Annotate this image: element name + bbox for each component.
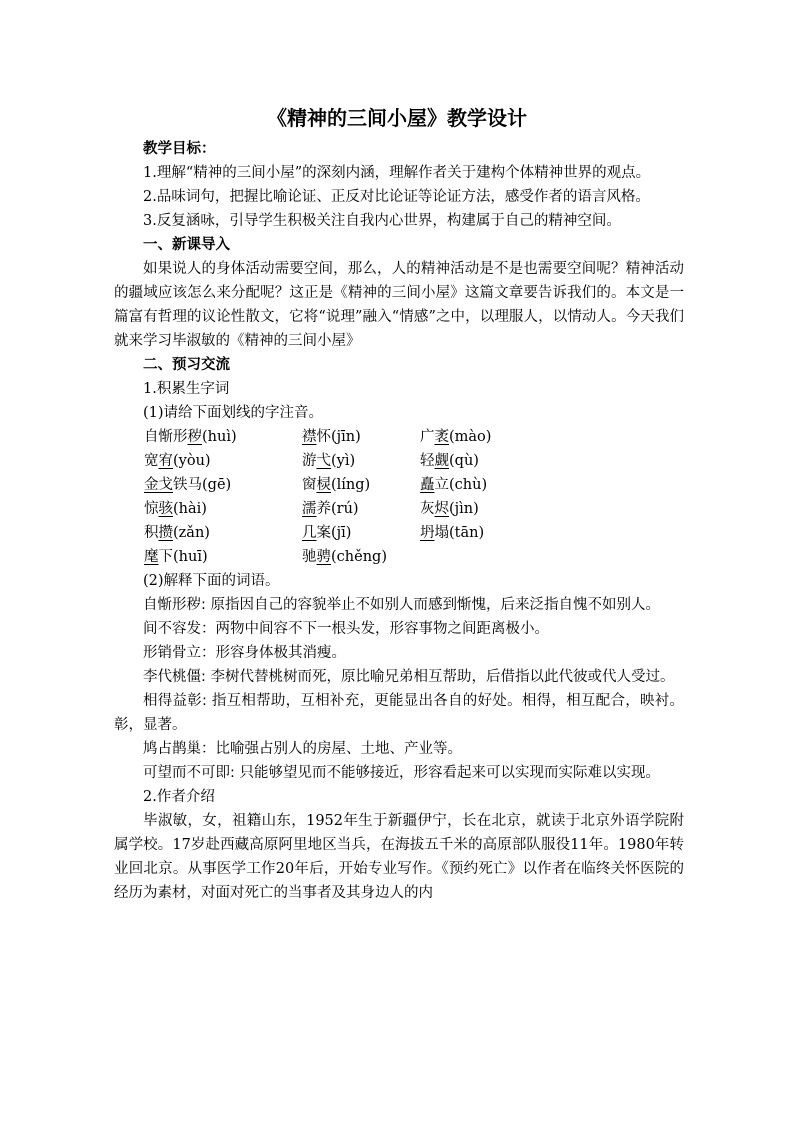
definition-term: 形销骨立： [143,645,216,661]
word-item: 麾下(huī) [144,549,208,565]
underlined-char: 坍 [420,525,435,541]
subheading-vocabulary: 1.积累生字词 [143,381,230,397]
underlined-char: 濡 [302,501,317,517]
underlined-char: 金戈 [144,477,173,493]
word-row [114,497,684,521]
underlined-char: 宥 [158,453,173,469]
document-body [114,137,684,905]
underlined-char: 觑 [434,453,449,469]
underlined-char: 骋 [316,549,331,565]
definition-item [114,617,684,641]
underlined-char: 骇 [158,501,173,517]
definition-term: 自惭形秽: [143,597,206,613]
definition-text: 两物中间容不下一根头发，形容事物之间距离极小。 [215,621,549,637]
definition-term: 相得益彰: [143,693,207,709]
word-item: 游弋(yì) [302,453,356,469]
definition-item [114,665,684,689]
underlined-char: 矗 [420,477,435,493]
word-item: 广袤(mào) [420,429,492,445]
underlined-char: 攒 [158,525,173,541]
word-list [114,425,684,569]
author-paragraph: 毕淑敏，女，祖籍山东，1952年生于新疆伊宁，长在北京，就读于北京外语学院附属学校。17岁赴西藏高原阿里地区当兵，在海拔五千米的高原部队服役11年。1980年转业回北京。从事医学工作20年后，开始专业写作。《预约死亡》以作者在临终关怀医院的经历为素材，对面对死亡的当事者及其身边人的内 [114,813,684,901]
word-item: 几案(jī) [302,525,352,541]
underlined-char: 几 [302,525,317,541]
word-item: 惊骇(hài) [144,501,207,517]
definition-term: 李代桃僵: [143,669,206,685]
word-item: 坍塌(tān) [420,525,485,541]
underlined-char: 袤 [434,429,449,445]
definition-text: 形容身体极其消瘦。 [215,645,346,661]
definition-text: 原指因自己的容貌举止不如别人而感到惭愧，后来泛指自愧不如别人。 [205,597,660,613]
intro-paragraph: 如果说人的身体活动需要空间，那么，人的精神活动是不是也需要空间呢？精神活动的疆域应该怎么来分配呢？这正是《精神的三间小屋》这篇文章要告诉我们的。本文是一篇富有哲理的议论性散文，它将“说理”融入“情感”之中，以理服人，以情动人。今天我们就来学习毕淑敏的《精神的三间小屋》 [114,261,684,349]
underlined-char: 麾 [144,549,159,565]
section-heading-preview: 二、预习交流 [143,356,230,373]
word-item: 轻觑(qù) [420,453,479,469]
goal-item: 2.品味词句，把握比喻论证、正反对比论证等论证方法，感受作者的语言风格。 [143,189,650,205]
definition-item [114,641,684,665]
word-item: 灰烬(jìn) [420,501,479,517]
word-item: 自惭形秽(huì) [144,429,237,445]
definition-item [114,593,684,617]
word-row [114,545,684,569]
underlined-char: 弋 [316,453,331,469]
goal-item: 1.理解“精神的三间小屋”的深刻内涵，理解作者关于建构个体精神世界的观点。 [143,165,651,181]
underlined-char: 襟 [302,429,317,445]
definition-text: 比喻强占别人的房屋、土地、产业等。 [215,741,462,757]
underlined-char: 秽 [187,429,202,445]
definition-item [114,689,684,737]
underlined-char: 烬 [434,501,449,517]
goal-item: 3.反复涵咏，引导学生积极关注自我内心世界，构建属于自己的精神空间。 [143,213,621,229]
section-heading-intro: 一、新课导入 [143,236,230,253]
definition-item [114,737,684,761]
document-title: 《精神的三间小屋》教学设计 [267,106,527,130]
word-row [114,449,684,473]
definition-term: 可望而不可即: [143,765,235,781]
word-item: 窗棂(líng) [302,477,371,493]
question-pinyin: (1)请给下面划线的字注音。 [143,405,324,421]
definition-text: 指互相帮助，互相补充，更能显出各自的好处。相得，相互配合，映衬。彰，显著。 [114,693,685,733]
underlined-char: 棂 [316,477,331,493]
definition-item [114,761,684,785]
word-row [114,425,684,449]
word-item: 驰骋(chěng) [302,549,387,565]
definition-term: 鸠占鹊巢： [143,741,216,757]
word-item: 襟怀(jīn) [302,429,361,445]
word-item: 濡养(rú) [302,501,359,517]
definition-text: 李树代替桃树而死，原比喻兄弟相互帮助，后借指以此代彼或代人受过。 [205,669,675,685]
question-definitions: (2)解释下面的词语。 [143,573,280,589]
word-item: 宽宥(yòu) [144,453,211,469]
word-item: 积攒(zǎn) [144,525,210,541]
word-item: 矗立(chù) [420,477,488,493]
word-row [114,521,684,545]
subheading-author: 2.作者介绍 [143,789,215,805]
definition-term: 间不容发： [143,621,216,637]
word-item: 金戈铁马(gē) [144,477,232,493]
definition-text: 只能够望见而不能够接近，形容看起来可以实现而实际难以实现。 [234,765,660,781]
goals-heading: 教学目标： [143,140,216,157]
word-row [114,473,684,497]
